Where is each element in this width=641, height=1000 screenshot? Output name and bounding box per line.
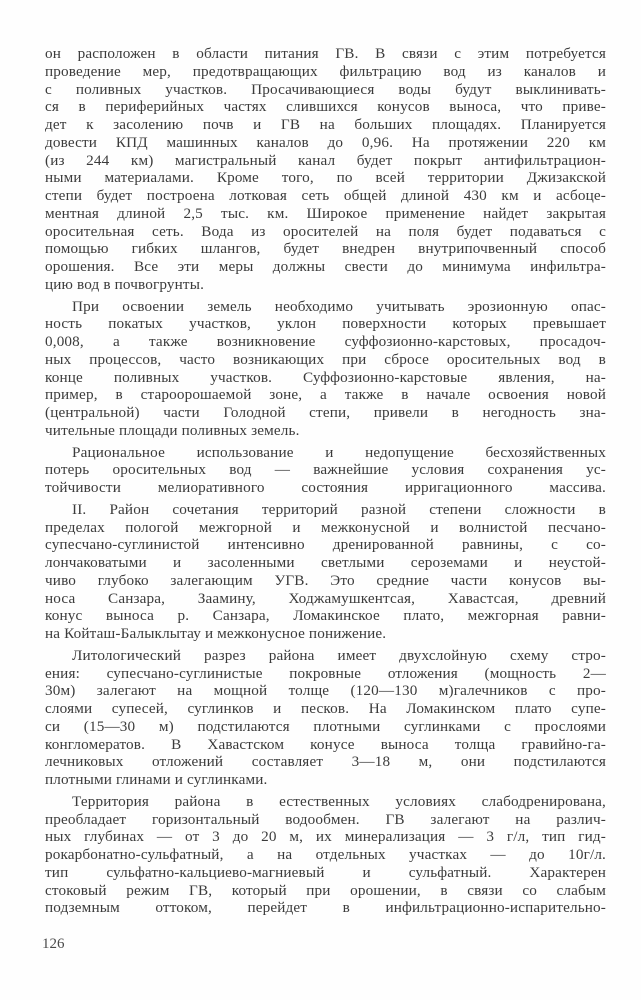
text-line: При освоении земель необходимо учитывать эрозионную опас- <box>72 297 606 315</box>
text-line: подземным оттоком, перейдет в инфильтрационно-испарительно- <box>45 899 606 917</box>
text-line: степи будет построена лотковая сеть общей длиной 430 км и асбоце- <box>45 187 606 204</box>
paragraph-4 <box>45 501 606 643</box>
text-line: тип сульфатно-кальциево-магниевый и сульфатный. Характерен <box>45 863 606 881</box>
page-number: 126 <box>42 936 65 952</box>
text-line: пределах пологой межгорной и межконусной и волнистой песчано- <box>45 518 606 536</box>
text-line: дет к засолению почв и ГВ на больших площадях. Планируется <box>45 116 606 133</box>
text-line: чиво глубоко залегающим УГВ. Это средние части конусов вы- <box>45 571 606 589</box>
text-line: ными материалами. Кроме того, по всей территории Джизакской <box>45 169 606 187</box>
text-line: лечниковых отложений составляет 3—18 м, они подстилаются <box>45 753 606 771</box>
text-line: (из 244 км) магистральный канал будет покрыт антифильтрацион- <box>45 151 606 169</box>
paragraph-6 <box>45 793 606 917</box>
text-line: лончаковатыми и засоленными светлыми сероземами и неустой- <box>45 554 606 571</box>
text-line: си (15—30 м) подстилаются плотными суглинками с прослоями <box>45 717 606 735</box>
text-line: Рациональное использование и недопущение бесхозяйственных <box>72 443 606 461</box>
text-line: рокарбонатно-сульфатный, а на отдельных участках — до 10г/л. <box>45 846 606 863</box>
text-line: 0,008, а также возникновение суффозионно-карстовых, просадоч- <box>45 333 606 350</box>
text-line: тойчивости мелиоративного состояния ирригационного массива. <box>45 479 606 496</box>
text-line: II. Район сочетания территорий разной степени сложности в <box>72 500 606 518</box>
text-line: потерь оросительных вод — важнейшие условия сохранения ус- <box>45 461 606 479</box>
text-line: конгломератов. В Хавастском конусе выноса толща гравийно-га- <box>45 735 606 753</box>
text-line: ность покатых участков, уклон поверхности которых превышает <box>45 315 606 333</box>
text-line: слоями супесей, суглинков и песков. На Ломакинском плато супе- <box>45 700 606 717</box>
text-line: на Койташ-Балыклытау и межконусное понижение. <box>45 625 387 642</box>
text-line: орошения. Все эти меры должны свести до минимума инфильтра- <box>45 258 606 275</box>
text-line: супесчано-суглинистой интенсивно дренированной равнины, с со- <box>45 536 606 554</box>
text-line: преобладает горизонтальный водообмен. ГВ залегают на различ- <box>45 810 606 828</box>
text-line: ения: супесчано-суглинистые покровные отложения (мощность 2— <box>45 664 606 682</box>
text-line: конце поливных участков. Суффозионно-карстовые явления, на- <box>45 368 606 386</box>
text-line: Территория района в естественных условиях слабодренирована, <box>72 792 606 810</box>
paragraph-2 <box>45 298 606 440</box>
text-line: ся в периферийных частях слившихся конусов выноса, что приве- <box>45 98 606 116</box>
text-line: чительные площади поливных земель. <box>45 421 300 439</box>
text-line: ных глубинах — от 3 до 20 м, их минерализация — 3 г/л, тип гид- <box>45 828 606 846</box>
text-line: ных процессов, часто возникающих при сбросе оросительных вод в <box>45 350 606 368</box>
text-line: (центральной) части Голодной степи, привели в негодность зна- <box>45 404 606 421</box>
text-line: оросительная сеть. Вода из оросителей на поля будет подаваться с <box>45 222 606 240</box>
text-line: проведение мер, предотвращающих фильтрацию вод из каналов и <box>45 62 606 80</box>
text-line: 30м) залегают на мощной толще (120—130 м)галечников с про- <box>45 682 606 700</box>
text-line: носа Санзара, Заамину, Ходжамушкентсая, Хавастсая, древний <box>45 589 606 607</box>
text-line: плотными глинами и суглинками. <box>45 771 268 788</box>
text-line: с поливных участков. Просачивающиеся воды будут выклинивать- <box>45 80 606 98</box>
text-line: конус выноса р. Санзара, Ломакинское плато, межгорная равни- <box>45 607 606 625</box>
body-text <box>45 45 606 917</box>
paragraph-5 <box>45 647 606 789</box>
text-line: он расположен в области питания ГВ. В связи с этим потребуется <box>45 45 606 62</box>
paragraph-1 <box>45 45 606 294</box>
text-line: пример, в староорошаемой зоне, а также в начале освоения новой <box>45 386 606 404</box>
text-line: стоковый режим ГВ, который при орошении, в связи со слабым <box>45 881 606 899</box>
text-line: довести КПД машинных каналов до 0,96. На протяжении 220 км <box>45 133 606 151</box>
text-line: ментная длиной 2,5 тыс. км. Широкое применение найдет закрытая <box>45 204 606 222</box>
paragraph-3 <box>45 444 606 497</box>
text-line: Литологический разрез района имеет двухслойную схему стро- <box>72 646 606 664</box>
text-line: цию вод в почвогрунты. <box>45 275 205 293</box>
text-line: помощью гибких шлангов, будет внедрен внутрипочвенный способ <box>45 240 606 258</box>
